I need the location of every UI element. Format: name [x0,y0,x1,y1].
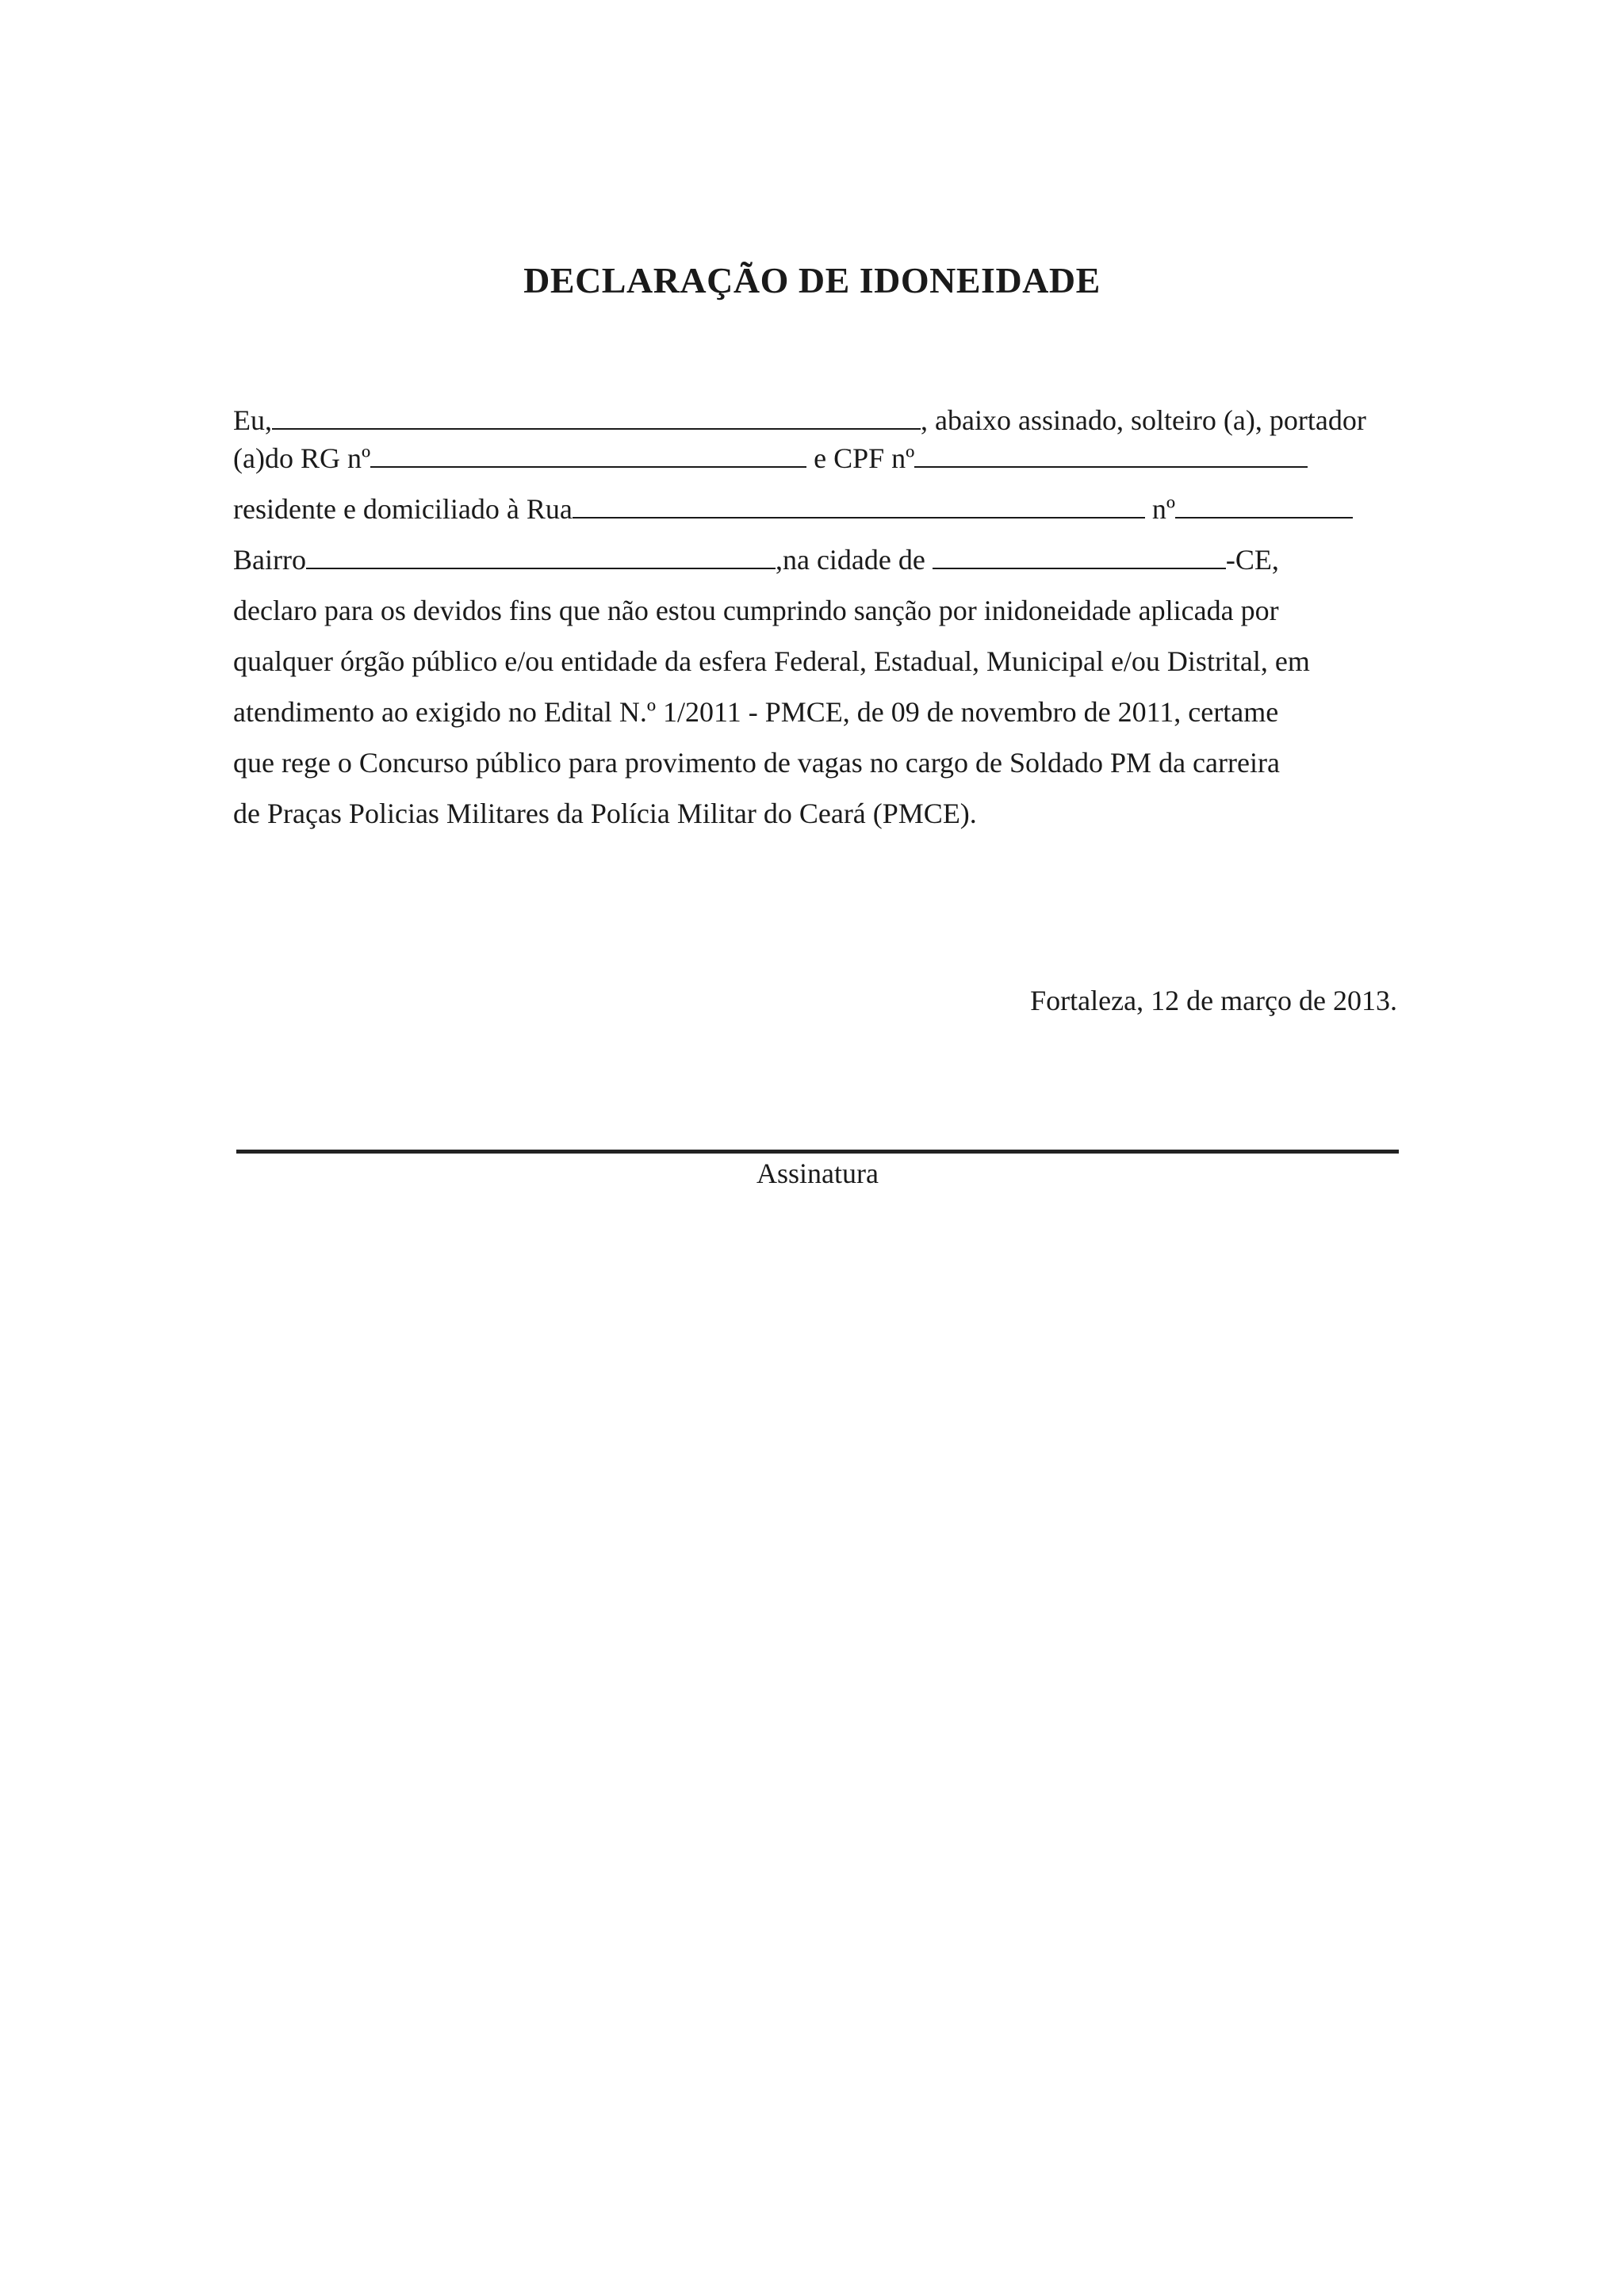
street-field[interactable] [573,493,1145,519]
date-place: Fortaleza, 12 de março de 2013. [1030,985,1397,1016]
form-line-documents [233,441,1308,476]
label-rg: (a)do RG nº [233,442,371,474]
signature-label: Assinatura [756,1158,879,1189]
page-title: DECLARAÇÃO DE IDONEIDADE [523,260,1101,300]
name-field[interactable] [272,404,921,430]
paragraph-line-3: atendimento ao exigido no Edital N.º 1/2011 - PMCE, de 09 de novembro de 2011, certame [233,696,1279,728]
house-number-field[interactable] [1175,493,1353,519]
label-numero: nº [1144,493,1176,525]
paragraph-line-2: qualquer órgão público e/ou entidade da esfera Federal, Estadual, Municipal e/ou Distrital, em [233,645,1310,677]
signature-line[interactable] [236,1150,1399,1154]
rg-field[interactable] [370,442,806,468]
label-bairro: Bairro [233,544,306,576]
cpf-field[interactable] [914,442,1308,468]
form-line-neighborhood [233,542,1279,577]
label-cpf: e CPF nº [806,442,915,474]
form-line-address [233,492,1353,526]
paragraph-line-5: de Praças Policias Militares da Polícia Militar do Ceará (PMCE). [233,798,977,829]
label-abaixo-assinado: , abaixo assinado, solteiro (a), portador [921,404,1366,436]
label-ce: -CE, [1225,544,1279,576]
neighborhood-field[interactable] [306,544,776,569]
label-cidade: ,na cidade de [775,544,933,576]
label-rua: residente e domiciliado à Rua [233,493,573,525]
paragraph-line-1: declaro para os devidos fins que não estou cumprindo sanção por inidoneidade aplicada por [233,595,1279,626]
city-field[interactable] [933,544,1226,569]
form-line-name [233,403,1366,438]
paragraph-line-4: que rege o Concurso público para provimento de vagas no cargo de Soldado PM da carreira [233,747,1280,779]
label-eu: Eu, [233,404,272,436]
